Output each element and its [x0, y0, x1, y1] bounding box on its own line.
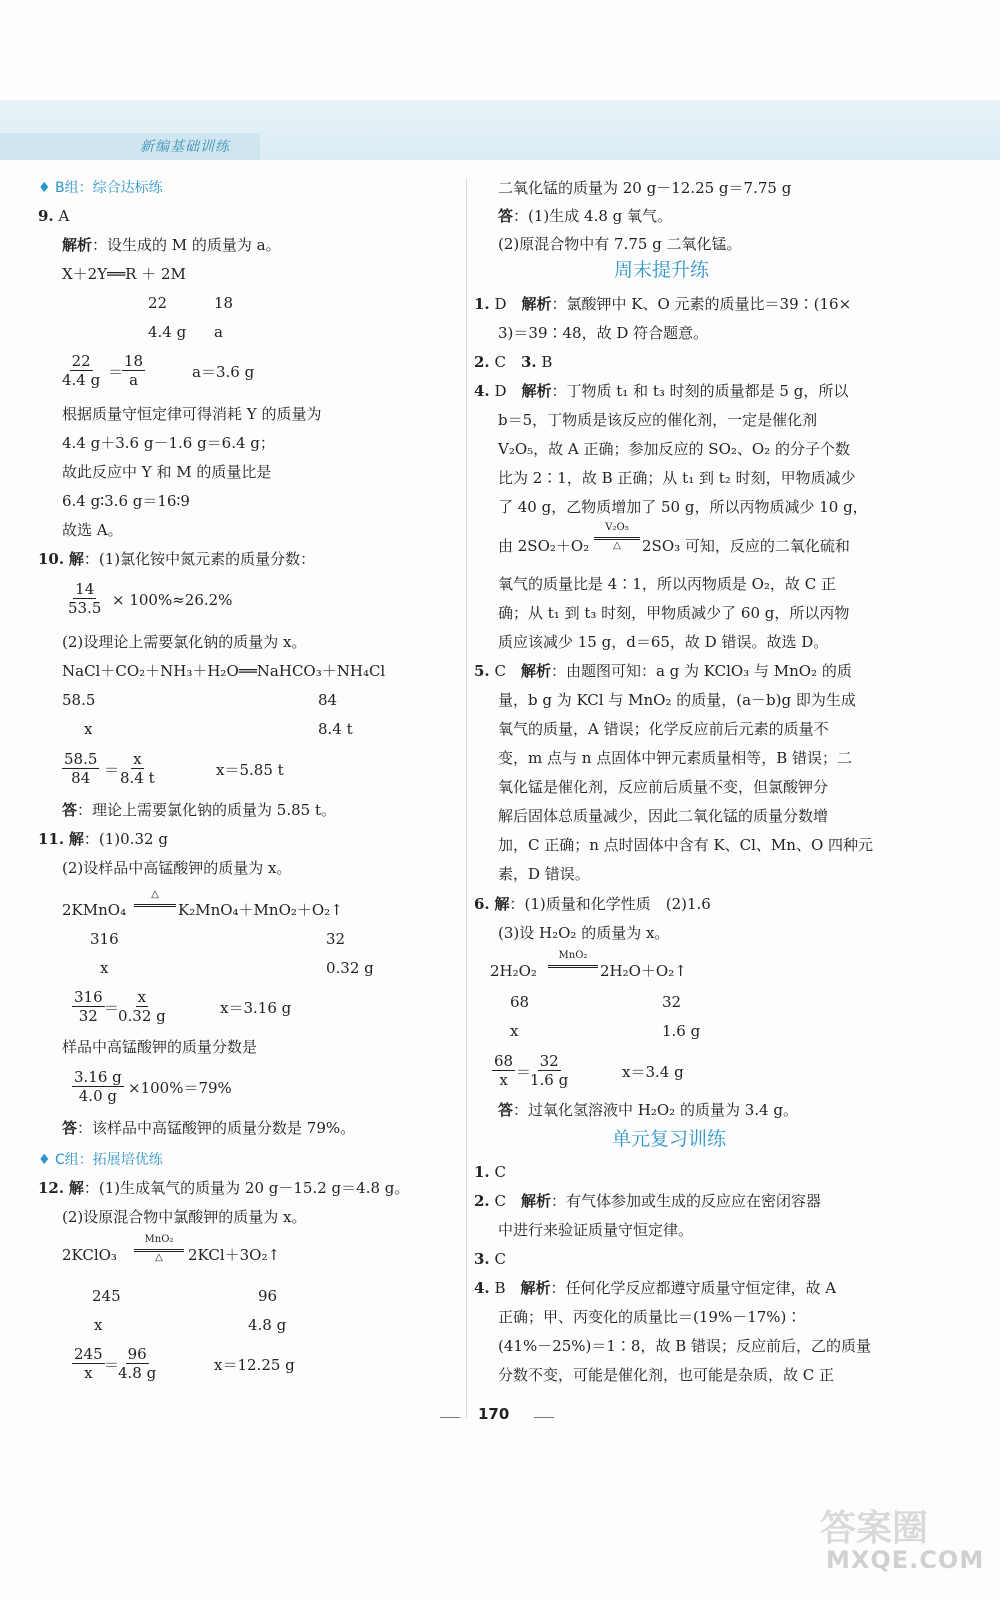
p6-fraction-1: $\frac{68}{x}$	[494, 1052, 514, 1089]
p5-line5: 氧化锰是催化剂，反应前后质量不变，但氯酸钾分	[498, 778, 829, 796]
q12-equation-right: 2KCl＋3O₂↑	[188, 1246, 281, 1264]
p6-equation-left: 2H₂O₂	[490, 962, 537, 980]
q12-line1: 12. 解：(1)生成氧气的质量为 20 g－15.2 g＝4.8 g。	[38, 1179, 410, 1197]
q9-line6: 故选 A。	[62, 521, 123, 539]
section-weekend-heading: 周末提升练	[614, 259, 710, 281]
column-divider	[466, 178, 467, 1418]
q11-row2b: 0.32 g	[326, 959, 374, 977]
q11-result: x＝3.16 g	[220, 999, 292, 1017]
q10-row1a: 58.5	[62, 691, 96, 709]
p5-line3: 氧气的质量，A 错误；化学反应前后元素的质量不	[498, 720, 829, 738]
q10-row1b: 84	[318, 691, 338, 709]
u4-line4: 分数不变，可能是催化剂，也可能是杂质，故 C 正	[498, 1366, 835, 1384]
header-title: 新编基础训练	[140, 139, 230, 155]
q12-row2a: x	[94, 1316, 103, 1334]
p4-line6a: 由 2SO₂＋O₂	[498, 537, 590, 555]
q11-row1a: 316	[90, 930, 119, 948]
footer-dash-right	[534, 1417, 554, 1418]
q9-equation: X＋2Y══R ＋ 2M	[62, 265, 186, 283]
q9-row2b: a	[214, 323, 223, 341]
p4-line1: 4. D 解析：丁物质 t₁ 和 t₃ 时刻的质量都是 5 g，所以	[474, 382, 849, 400]
p4-line6b: 2SO₃ 可知，反应的二氧化硫和	[642, 537, 850, 555]
q10-line2: (2)设理论上需要氯化钠的质量为 x。	[62, 633, 307, 651]
q11-answer: 答：该样品中高锰酸钾的质量分数是 79%。	[62, 1119, 356, 1137]
p6-row2a: x	[510, 1022, 519, 1040]
q9-row1a: 22	[148, 294, 168, 312]
q10-fraction-2b: $\frac{x}{8.4 t}$	[120, 750, 155, 787]
section-unit-review-heading: 单元复习训练	[612, 1128, 727, 1150]
p4-line7: 氧气的质量比是 4∶1，所以丙物质是 O₂，故 C 正	[498, 575, 836, 593]
q9-line5: 6.4 g∶3.6 g＝16∶9	[62, 492, 190, 510]
r-line1: 二氧化锰的质量为 20 g－12.25 g＝7.75 g	[498, 179, 792, 197]
q10-line1: 10. 解：(1)氯化铵中氮元素的质量分数：	[38, 550, 316, 568]
q12-row2b: 4.8 g	[248, 1316, 287, 1334]
q9-fraction-1: $\frac{22}{4.4 g}$	[62, 352, 101, 389]
p6-row1a: 68	[510, 993, 530, 1011]
p6-result: x＝3.4 g	[622, 1063, 684, 1081]
q9-result: a＝3.6 g	[192, 363, 255, 381]
q11-line2: (2)设样品中高锰酸钾的质量为 x。	[62, 859, 292, 877]
group-c-heading: ♦ C组：拓展培优练	[38, 1152, 163, 1168]
q12-fraction-1: $\frac{245}{x}$	[74, 1345, 103, 1382]
p6-answer: 答：过氧化氢溶液中 H₂O₂ 的质量为 3.4 g。	[498, 1101, 798, 1119]
p6-line1: 6. 解：(1)质量和化学性质 (2)1.6	[474, 895, 711, 913]
q11-row1b: 32	[326, 930, 346, 948]
q10-fraction: $\frac{14}{53.5}$	[68, 580, 102, 617]
q11-line1: 11. 解：(1)0.32 g	[38, 830, 168, 848]
q10-result: x＝5.85 t	[216, 761, 284, 779]
q12-equation-left: 2KClO₃	[62, 1246, 117, 1264]
q9-row2a: 4.4 g	[148, 323, 187, 341]
q12-row1a: 245	[92, 1287, 121, 1305]
q9-line2: 根据质量守恒定律可得消耗 Y 的质量为	[62, 405, 322, 423]
r-answer1: 答：(1)生成 4.8 g 氧气。	[498, 207, 673, 225]
u2-line2: 中进行来验证质量守恒定律。	[498, 1221, 694, 1239]
q9-line3: 4.4 g＋3.6 g－1.6 g＝6.4 g；	[62, 434, 275, 452]
p6-equation-right: 2H₂O＋O₂↑	[600, 962, 687, 980]
q10-row2b: 8.4 t	[318, 720, 353, 738]
p4-line2: b＝5，丁物质是该反应的催化剂，一定是催化剂	[498, 411, 818, 429]
q10-fraction-2a: $\frac{58.5}{84}$	[64, 750, 98, 787]
p5-line6: 解后固体总质量减少，因此二氧化锰的质量分数增	[498, 807, 829, 825]
u1: 1. C	[474, 1163, 506, 1181]
q12-row1b: 96	[258, 1287, 278, 1305]
p5-line4: 变，m 点与 n 点固体中钾元素质量相等，B 错误；二	[498, 749, 852, 767]
q12-condition: MnO₂ △	[134, 1234, 184, 1264]
p6-fraction-2: $\frac{32}{1.6 g}$	[530, 1052, 569, 1089]
p4-line5: 了 40 g，乙物质增加了 50 g，所以丙物质减少 10 g，	[498, 498, 868, 516]
page-number: 170	[478, 1405, 510, 1423]
p5-line8: 素，D 错误。	[498, 865, 590, 883]
p4-condition: V₂O₅ △	[594, 522, 640, 552]
p4-line8: 确；从 t₁ 到 t₃ 时刻，甲物质减少了 60 g，所以丙物	[498, 604, 850, 622]
p5-line1: 5. C 解析：由题图可知：a g 为 KClO₃ 与 MnO₂ 的质	[474, 662, 852, 680]
group-b-heading: ♦ B组：综合达标练	[38, 180, 163, 196]
u4-line1: 4. B 解析：任何化学反应都遵守质量守恒定律，故 A	[474, 1279, 837, 1297]
q11-fraction-3: $\frac{3.16 g}{4.0 g}$	[74, 1068, 122, 1105]
q9-fraction-2: $\frac{18}{a}$	[124, 352, 144, 389]
q11-equation-left: 2KMnO₄	[62, 901, 127, 919]
u4-line2: 正确；甲、丙变化的质量比＝(19%－17%)∶	[498, 1308, 802, 1326]
u2-line1: 2. C 解析：有气体参加或生成的反应应在密闭容器	[474, 1192, 821, 1210]
p2-p3: 2. C 3. B	[474, 353, 553, 371]
q12-line2: (2)设原混合物中氯酸钾的质量为 x。	[62, 1208, 307, 1226]
q9-answer: 9. A	[38, 207, 70, 225]
watermark-logo: 答案圈	[820, 1508, 929, 1549]
u3: 3. C	[474, 1250, 506, 1268]
q9-line4: 故此反应中 Y 和 M 的质量比是	[62, 463, 272, 481]
p6-line2: (3)设 H₂O₂ 的质量为 x。	[498, 924, 670, 942]
q11-condition: △	[134, 889, 176, 907]
q10-fraction-result: × 100%≈26.2%	[112, 591, 233, 609]
q10-row2a: x	[84, 720, 93, 738]
r-answer2: (2)原混合物中有 7.75 g 二氧化锰。	[498, 235, 742, 253]
p4-line4: 比为 2∶1，故 B 正确；从 t₁ 到 t₂ 时刻，甲物质减少	[498, 469, 856, 487]
p4-line3: V₂O₅，故 A 正确；参加反应的 SO₂、O₂ 的分子个数	[498, 440, 850, 458]
u4-line3: (41%－25%)＝1∶8，故 B 错误；反应前后，乙的质量	[498, 1337, 872, 1355]
p1-line2: 3)＝39∶48，故 D 符合题意。	[498, 324, 709, 342]
p5-line7: 加，C 正确；n 点时固体中含有 K、Cl、Mn、O 四种元	[498, 836, 874, 854]
q10-answer: 答：理论上需要氯化钠的质量为 5.85 t。	[62, 801, 336, 819]
q12-fraction-2: $\frac{96}{4.8 g}$	[118, 1345, 157, 1382]
q11-equation-right: K₂MnO₄＋MnO₂＋O₂↑	[178, 901, 343, 919]
watermark-url: MXQE.COM	[826, 1546, 985, 1574]
q11-fraction-2: $\frac{x}{0.32 g}$	[118, 988, 166, 1025]
q11-row2a: x	[100, 959, 109, 977]
q11-fraction-1: $\frac{316}{32}$	[74, 988, 103, 1025]
q12-result: x＝12.25 g	[214, 1356, 295, 1374]
q11-line3: 样品中高锰酸钾的质量分数是	[62, 1038, 258, 1056]
p5-line2: 量，b g 为 KCl 与 MnO₂ 的质量，(a－b)g 即为生成	[498, 691, 856, 709]
footer-dash-left	[440, 1417, 460, 1418]
q9-row1b: 18	[214, 294, 234, 312]
q9-line1: 解析：设生成的 M 的质量为 a。	[62, 236, 281, 254]
p6-row2b: 1.6 g	[662, 1022, 701, 1040]
p4-line9: 质应该减少 15 g，d＝65，故 D 错误。故选 D。	[498, 633, 829, 651]
p1-line1: 1. D 解析：氯酸钾中 K、O 元素的质量比＝39∶(16×	[474, 295, 852, 313]
p6-condition: MnO₂	[548, 950, 598, 968]
q11-fraction-3-result: ×100%＝79%	[128, 1079, 232, 1097]
q10-equation: NaCl＋CO₂＋NH₃＋H₂O══NaHCO₃＋NH₄Cl	[62, 662, 386, 680]
p6-row1b: 32	[662, 993, 682, 1011]
